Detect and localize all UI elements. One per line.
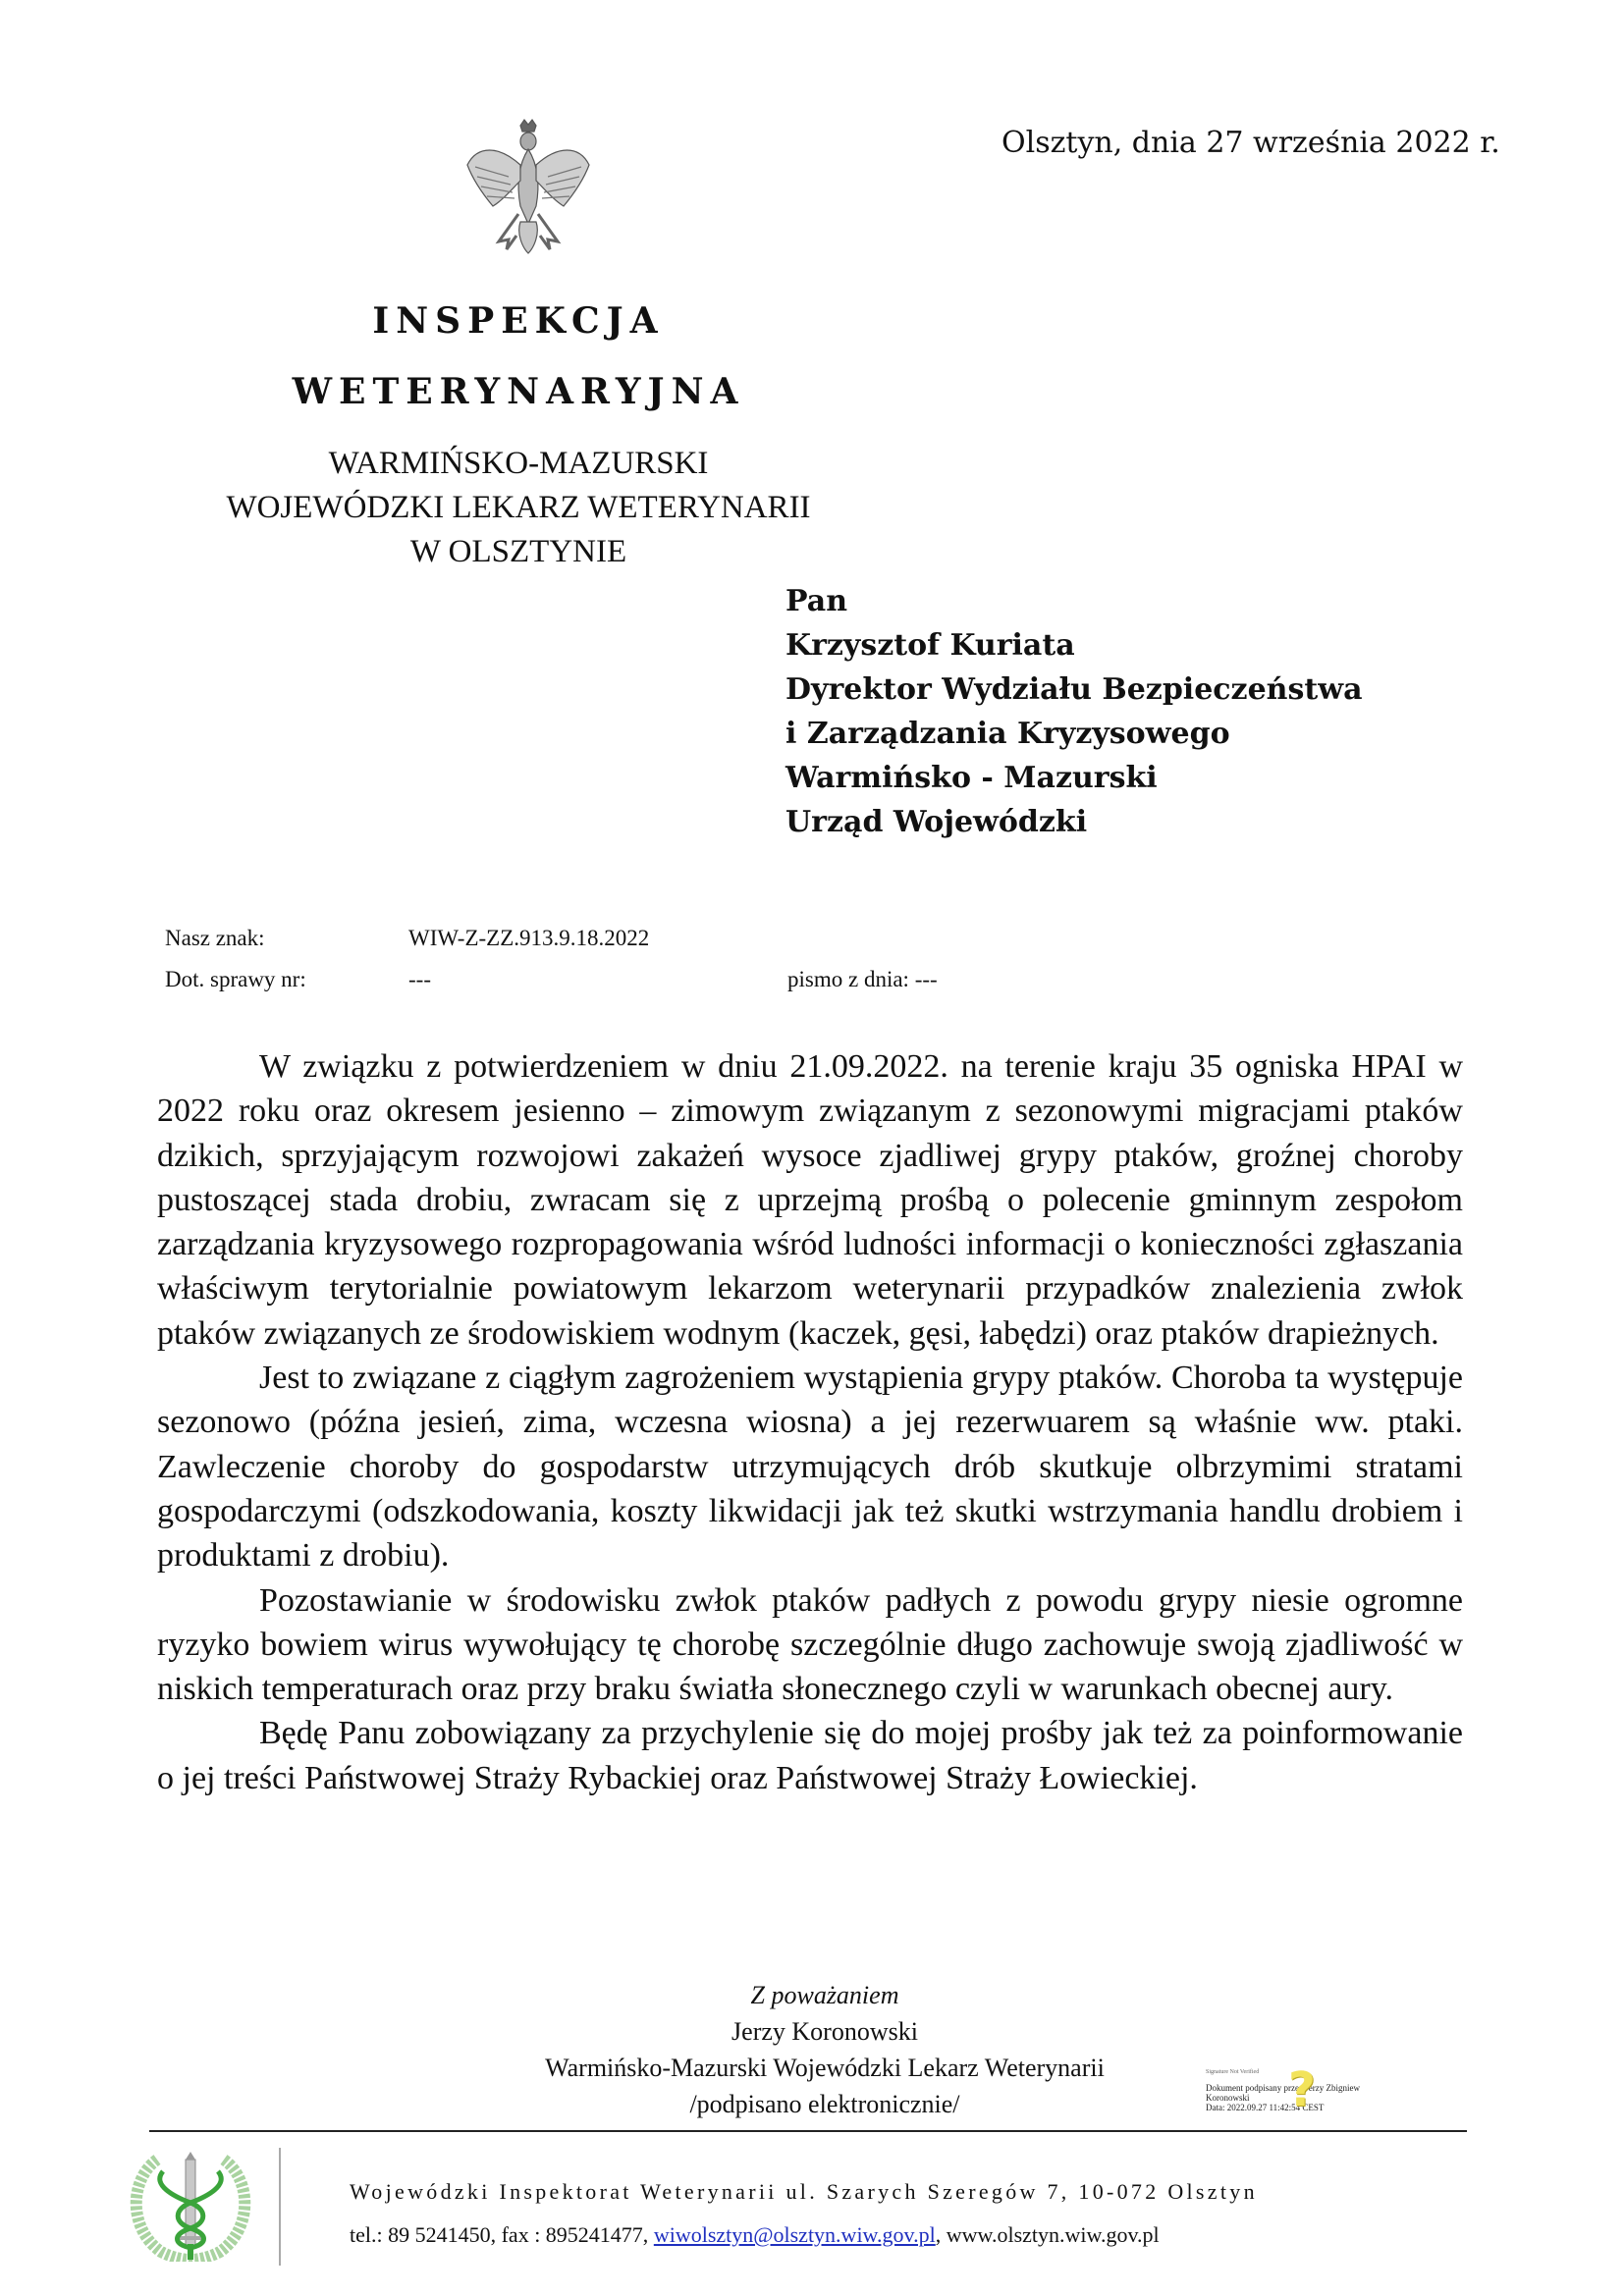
footer-divider (279, 2148, 281, 2266)
veterinary-inspection-logo-icon (122, 2146, 259, 2262)
org-title-line1: INSPEKCJA (372, 300, 665, 342)
addressee-line: Krzysztof Kuriata (785, 628, 1075, 663)
addressee-block (785, 579, 1363, 844)
addressee-line: Warmińsko - Mazurski (785, 761, 1158, 795)
addressee-line: Urząd Wojewódzki (785, 805, 1088, 839)
case-number-label: Dot. sprawy nr: (165, 967, 306, 991)
electronic-signature-note: /podpisano elektronicznie/ (689, 2090, 960, 2118)
polish-eagle-emblem-icon (460, 116, 597, 263)
addressee-line: Dyrektor Wydziału Bezpieczeństwa (785, 672, 1363, 707)
phone-fax: tel.: 89 5241450, fax : 895241477, (350, 2222, 654, 2247)
digital-signature-stamp[interactable] (1206, 2062, 1441, 2128)
letter-date-label: pismo z dnia: (787, 967, 909, 991)
our-sign-value: WIW-Z-ZZ.913.9.18.2022 (408, 926, 650, 950)
email-link[interactable]: wiwolsztyn@olsztyn.wiw.gov.pl (653, 2222, 936, 2247)
org-title-line2: WETERYNARYJNA (292, 371, 745, 412)
body-paragraph: W związku z potwierdzeniem w dniu 21.09.2022. na terenie kraju 35 ogniska HPAI w 2022 roku oraz okresem jesienno – zimowym związanym z sezonowymi migracjami ptaków dzikich, sprzyjającym rozwojowi zakażeń wysoce zjadliwej grypy ptaków, groźnej choroby pustoszącej stada drobiu, zwracam się z uprzejmą prośbą o polecenie gminnym zespołom zarządzania kryzysowego rozpropagowania wśród ludności informacji o konieczności zgłaszania właściwym terytorialnie powiatowym lekarzom weterynarii przypadków znalezienia zwłok ptaków związanych ze środowiskiem wodnym (kaczek, gęsi, łabędzi) oraz ptaków drapieżnych. (157, 1048, 1463, 1352)
body-paragraph: Jest to związane z ciągłym zagrożeniem wystąpienia grypy ptaków. Choroba ta występuje sezonowo (późna jesień, zima, wczesna wiosna) a jej rezerwuarem są właśnie ww. ptaki. Zawleczenie choroby do gospodarstw utrzymujących drób skutkuje olbrzymimi stratami gospodarczymi (odszkodowania, koszty likwidacji jak też skutki wstrzymania handlu drobiem i produktami z drobiu). (157, 1360, 1463, 1575)
letter-body (157, 1044, 1463, 1800)
body-paragraph: Pozostawianie w środowisku zwłok ptaków padłych z powodu grypy niesie ogromne ryzyko bowiem wirus wywołujący tę chorobę szczególnie długo zachowuje swoją zjadliwość w niskich temperaturach oraz przy braku światła słonecznego czyli w warunkach obecnej aury. (157, 1581, 1463, 1708)
case-number-value: --- (408, 967, 431, 991)
org-subtitle-line: WOJEWÓDZKI LEKARZ WETERYNARII (226, 490, 811, 525)
signature-status: Signature Not Verified (1206, 2069, 1260, 2075)
question-mark-icon: ? (1288, 2062, 1316, 2117)
stamp-line: Dokument podpisany przez Jerzy Zbigniew (1206, 2083, 1360, 2093)
footer-rule (149, 2130, 1467, 2132)
stamp-line: Data: 2022.09.27 11:42:54 CEST (1206, 2103, 1325, 2112)
addressee-line: Pan (785, 584, 848, 618)
our-sign-label: Nasz znak: (165, 926, 265, 950)
org-subtitle-line: WARMIŃSKO-MAZURSKI (328, 446, 709, 481)
letter-date-ref (787, 967, 938, 992)
signature-block (432, 1977, 1218, 2122)
website: , www.olsztyn.wiw.gov.pl (935, 2222, 1160, 2247)
document-date: Olsztyn, dnia 27 września 2022 r. (1001, 126, 1500, 160)
org-subtitle-line: W OLSZTYNIE (409, 534, 627, 569)
footer-address: Wojewódzki Inspektorat Weterynarii ul. Szarych Szeregów 7, 10-072 Olsztyn (350, 2179, 1258, 2204)
addressee-line: i Zarządzania Kryzysowego (785, 717, 1230, 751)
closing-phrase: Z poważaniem (750, 1981, 899, 2009)
body-paragraph: Będę Panu zobowiązany za przychylenie się do mojej prośby jak też za poinformowanie o jej treści Państwowej Straży Rybackiej oraz Państwowej Straży Łowieckiej. (157, 1715, 1463, 1796)
signatory-name: Jerzy Koronowski (731, 2017, 918, 2046)
signatory-title: Warmińsko-Mazurski Wojewódzki Lekarz Weterynarii (545, 2054, 1105, 2082)
org-subtitle (175, 442, 862, 574)
stamp-line: Koronowski (1206, 2093, 1250, 2103)
footer-contact (350, 2222, 1160, 2248)
letter-date-value: --- (914, 967, 938, 991)
